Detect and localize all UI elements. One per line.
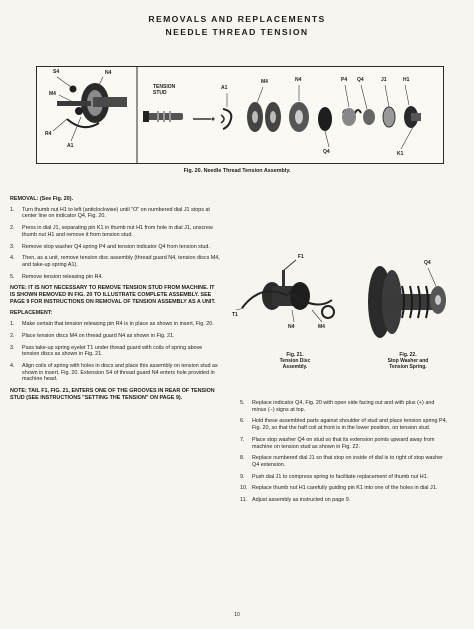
tension-disc-assembly-drawing bbox=[242, 260, 334, 318]
list-item: 3. Remove stop washer Q4 spring P4 and tension indicator Q4 from tension stud. bbox=[10, 243, 210, 250]
label-a1: A1 bbox=[67, 143, 74, 149]
list-item: 10. Replace thumb nut H1 carefully guiding pin K1 into one of the holes in dial J1. bbox=[240, 485, 438, 492]
replacement-note: NOTE: TAIL F1, FIG. 21, ENTERS ONE OF THE GROOVES IN REAR OF TENSION STUD (SEE INSTRUCTIONS "SETTING THE TENSION" ON PAGE 9). bbox=[10, 388, 215, 401]
label-q4-indicator: Q4 bbox=[323, 149, 330, 155]
label-q4-washer: Q4 bbox=[357, 77, 364, 83]
label-p4: P4 bbox=[341, 77, 348, 83]
label-s4: S4 bbox=[53, 69, 60, 75]
label-f1: F1 bbox=[298, 254, 304, 260]
label-q4: Q4 bbox=[424, 260, 431, 266]
list-item: 3. Pass take-up spring eyelet T1 under thread guard with coils of spring above tension discs as shown in Fig. 21. bbox=[10, 344, 203, 358]
tension-stud-drawing bbox=[143, 111, 183, 122]
label-n4: N4 bbox=[105, 70, 112, 76]
insert-assembly-drawing bbox=[57, 83, 127, 127]
label-k1: K1 bbox=[397, 151, 404, 157]
page-number: 10 bbox=[234, 612, 240, 618]
label-m4-discs: M4 bbox=[261, 79, 268, 85]
label-tension-stud: TENSION STUD bbox=[153, 84, 176, 96]
list-item: 2. Press in dial J1, separating pin K1 in thumb nut H1 from hole in dial J1, unscrew thumb nut H1 and remove it from tension stud. bbox=[10, 225, 213, 238]
list-item: 5. Remove tension releasing pin R4. bbox=[10, 273, 103, 280]
label-m4: M4 bbox=[49, 91, 56, 97]
list-item: 6. Hold these assembled parts against shoulder of stud and place tension spring P4, Fig. 20, so that the half coil at front is in the lower position, on tension stud. bbox=[240, 418, 448, 432]
page-subtitle: NEEDLE THREAD TENSION bbox=[165, 27, 309, 37]
label-t1: T1 bbox=[232, 312, 238, 318]
label-n4: N4 bbox=[288, 324, 295, 330]
figure-20-illustration bbox=[36, 66, 444, 164]
list-item: 4. Then, as a unit, remove tension disc assembly (thread guard N4, tension discs M4, and take-up spring A1). bbox=[10, 255, 220, 268]
list-item: 9. Push dial J1 to compress spring to facilitate replacement of thumb nut H1. bbox=[240, 473, 429, 480]
figure-21-22-illustration bbox=[232, 252, 468, 394]
figure-21-caption: Fig. 21. Tension Disc Assembly. bbox=[279, 352, 311, 370]
right-column bbox=[240, 400, 450, 509]
label-n4-guard: N4 bbox=[295, 77, 302, 83]
label-a1-spring: A1 bbox=[221, 85, 228, 91]
page-title: REMOVALS AND REPLACEMENTS bbox=[148, 14, 326, 24]
label-m4: M4 bbox=[318, 324, 325, 330]
removal-heading: REMOVAL: (See Fig. 20). bbox=[10, 196, 74, 202]
figure-20-caption: Fig. 20. Needle Thread Tension Assembly. bbox=[183, 168, 291, 174]
left-column bbox=[10, 196, 220, 406]
label-h1: H1 bbox=[403, 77, 410, 83]
list-item: 5. Replace indicator Q4, Fig. 20 with open side facing out and with plus (+) and minus (−) signs at top. bbox=[240, 400, 435, 413]
list-item: 4. Align coils of spring with holes in discs and place this assembly on tension stud as shown in insert, Fig. 20. Extension S4 of thread guard N4 enters hole provided in machine head. bbox=[10, 362, 218, 383]
list-item: 7. Place stop washer Q4 on stud so that its extension points upward away from machine on tension stud as shown in Fig. 22. bbox=[240, 436, 435, 450]
label-r4: R4 bbox=[45, 131, 52, 137]
stop-washer-spring-drawing bbox=[368, 266, 446, 338]
label-j1: J1 bbox=[381, 77, 387, 83]
list-item: 1. Make certain that tension releasing pin R4 is in place as shown in insert, Fig. 20. bbox=[10, 321, 214, 328]
list-item: 2. Place tension discs M4 on thread guard N4 as shown in Fig. 21. bbox=[10, 332, 175, 339]
list-item: 8. Replace numbered dial J1 so that stop on inside of dial is to right of stop washer Q4 extension. bbox=[240, 455, 443, 468]
removal-note: NOTE: IT IS NOT NECESSARY TO REMOVE TENSION STUD FROM MACHINE. IT IS SHOWN REMOVED IN FIG. 20 TO ILLUSTRATE COMPLETE ASSEMBLY. SEE PAGE 9 FOR INSTRUCTIONS ON REMOVAL OF TENSION ASSEMBLY AS A UNIT. bbox=[10, 285, 216, 305]
list-item: 11. Adjust assembly as instructed on page 9. bbox=[240, 497, 351, 504]
list-item: 1. Turn thumb nut H1 to left (anticlockwise) until "O" on numbered dial J1 stops at center line on indicator Q4, Fig. 20. bbox=[10, 206, 210, 220]
figure-22-caption: Fig. 22. Stop Washer and Tension Spring. bbox=[387, 352, 429, 370]
replacement-heading: REPLACEMENT: bbox=[10, 310, 53, 317]
